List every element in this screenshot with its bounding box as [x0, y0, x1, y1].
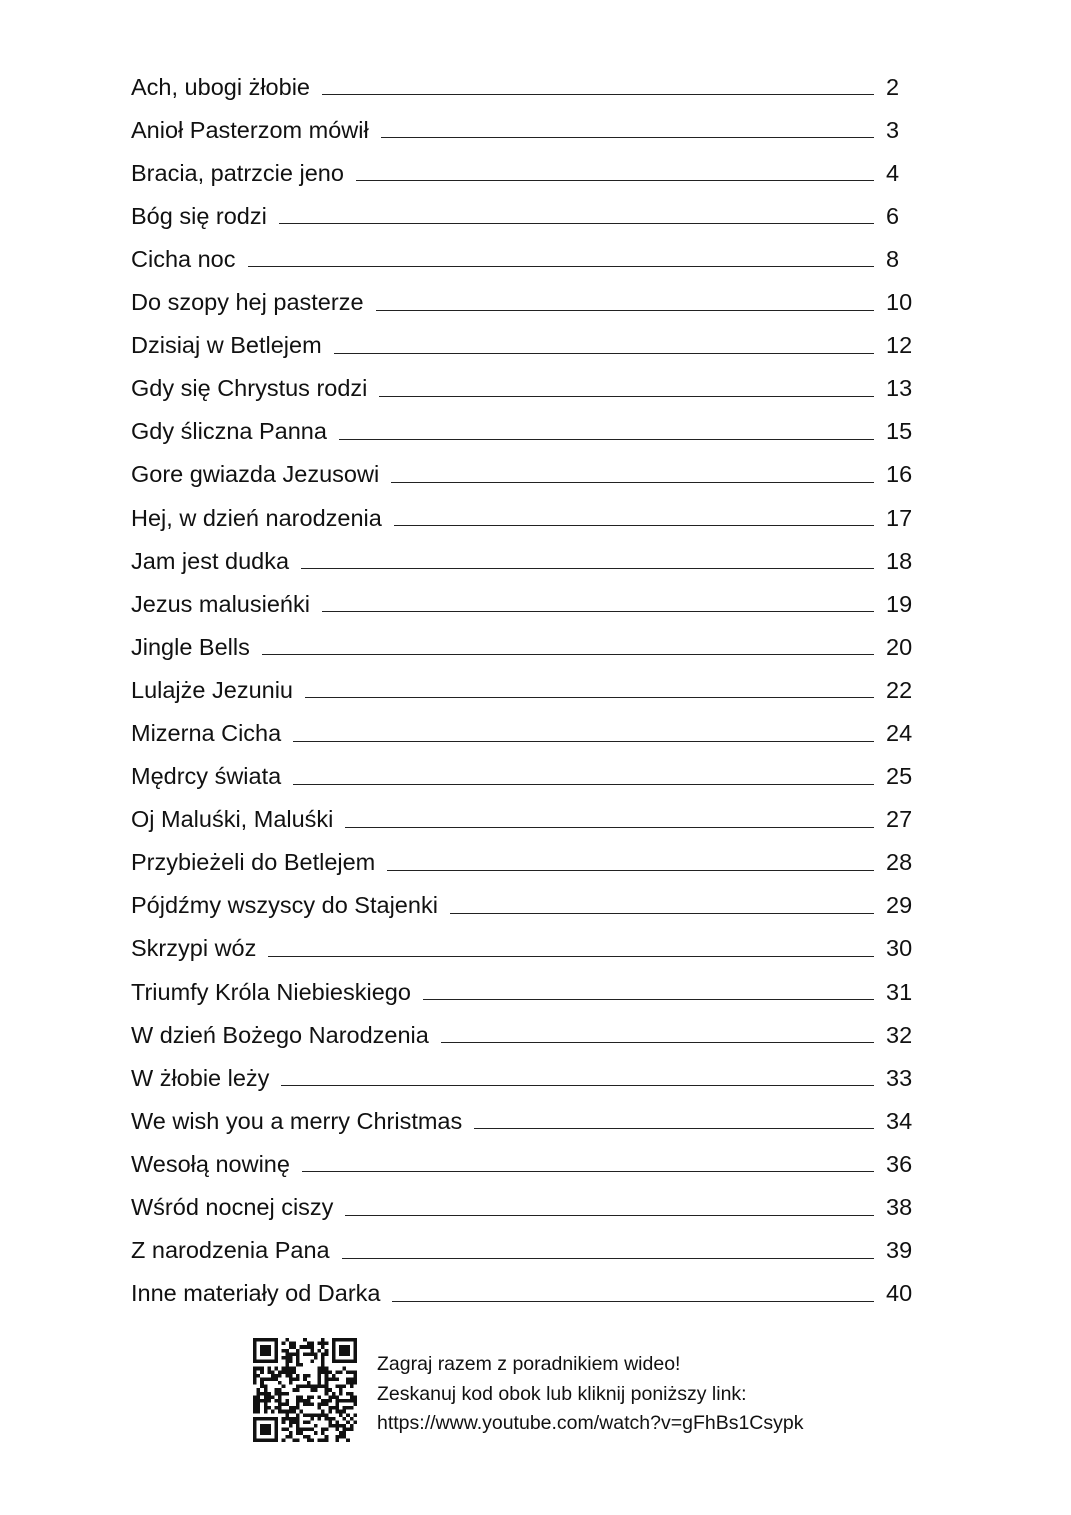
toc-entry-page: 16 [886, 461, 913, 488]
toc-entry[interactable] [131, 536, 916, 579]
toc-leader-line [302, 1171, 874, 1172]
toc-leader-line [279, 223, 874, 224]
toc-entry-title: Wśród nocnej ciszy [131, 1194, 334, 1221]
toc-entry[interactable] [131, 881, 916, 924]
toc-entry-title: Jam jest dudka [131, 547, 290, 574]
toc-entry-page: 25 [886, 763, 913, 790]
toc-entry[interactable] [131, 62, 916, 105]
toc-leader-line [394, 525, 874, 526]
toc-entry-title: Gore gwiazda Jezusowi [131, 461, 380, 488]
toc-leader-line [268, 956, 874, 957]
toc-entry-page: 17 [886, 504, 913, 531]
toc-entry-page: 22 [886, 676, 913, 703]
toc-entry[interactable] [131, 1010, 916, 1053]
toc-entry-page: 3 [886, 116, 900, 143]
video-promo [377, 1350, 804, 1439]
toc-entry-page: 18 [886, 547, 913, 574]
toc-entry[interactable] [131, 1096, 916, 1139]
table-of-contents [131, 62, 916, 1312]
toc-leader-line [339, 439, 874, 440]
toc-leader-line [392, 1301, 874, 1302]
toc-leader-line [301, 568, 874, 569]
toc-entry-title: W dzień Bożego Narodzenia [131, 1021, 429, 1048]
toc-entry[interactable] [131, 967, 916, 1010]
toc-entry-title: We wish you a merry Christmas [131, 1107, 463, 1134]
toc-entry[interactable] [131, 493, 916, 536]
toc-leader-line [345, 827, 874, 828]
toc-entry-title: Przybieżeli do Betlejem [131, 849, 376, 876]
toc-leader-line [381, 137, 874, 138]
toc-entry-page: 28 [886, 849, 913, 876]
toc-leader-line [423, 999, 874, 1000]
toc-leader-line [387, 870, 874, 871]
toc-entry-page: 32 [886, 1021, 913, 1048]
toc-entry-title: Cicha noc [131, 245, 236, 272]
toc-entry[interactable] [131, 1139, 916, 1182]
toc-leader-line [391, 482, 874, 483]
toc-entry-title: Ach, ubogi żłobie [131, 73, 310, 100]
toc-entry[interactable] [131, 407, 916, 450]
toc-leader-line [441, 1042, 874, 1043]
toc-entry-title: Bóg się rodzi [131, 202, 267, 229]
toc-entry-title: Jezus malusieńki [131, 590, 310, 617]
toc-entry-page: 20 [886, 633, 913, 660]
toc-entry-title: Gdy śliczna Panna [131, 418, 327, 445]
toc-leader-line [379, 396, 874, 397]
toc-entry-page: 33 [886, 1064, 913, 1091]
toc-entry[interactable] [131, 1226, 916, 1269]
toc-entry-page: 8 [886, 245, 900, 272]
toc-entry[interactable] [131, 148, 916, 191]
toc-entry-page: 34 [886, 1107, 913, 1134]
toc-entry-title: Pójdźmy wszyscy do Stajenki [131, 892, 438, 919]
toc-leader-line [293, 784, 874, 785]
toc-entry-page: 4 [886, 159, 900, 186]
video-link[interactable]: https://www.youtube.com/watch?v=gFhBs1Csypk [377, 1412, 804, 1434]
toc-entry-page: 39 [886, 1237, 913, 1264]
toc-entry[interactable] [131, 924, 916, 967]
toc-entry-page: 27 [886, 806, 913, 833]
toc-entry-title: Hej, w dzień narodzenia [131, 504, 382, 531]
toc-entry[interactable] [131, 1182, 916, 1225]
toc-entry-page: 13 [886, 375, 913, 402]
toc-entry[interactable] [131, 665, 916, 708]
toc-entry-title: Oj Maluśki, Maluśki [131, 806, 334, 833]
toc-leader-line [474, 1128, 874, 1129]
toc-entry[interactable] [131, 622, 916, 665]
toc-leader-line [281, 1085, 874, 1086]
toc-leader-line [322, 611, 874, 612]
toc-entry-title: Anioł Pasterzom mówił [131, 116, 369, 143]
toc-leader-line [342, 1258, 874, 1259]
toc-entry[interactable] [131, 752, 916, 795]
toc-entry[interactable] [131, 191, 916, 234]
toc-entry-title: Jingle Bells [131, 633, 250, 660]
toc-entry-page: 38 [886, 1194, 913, 1221]
toc-leader-line [305, 697, 874, 698]
toc-entry-title: Mizerna Cicha [131, 720, 282, 746]
toc-entry-page: 6 [886, 202, 900, 229]
toc-leader-line [376, 310, 874, 311]
toc-leader-line [322, 94, 874, 95]
toc-entry-page: 31 [886, 978, 913, 1005]
promo-heading: Zagraj razem z poradnikiem wideo! [377, 1353, 681, 1375]
toc-entry-page: 2 [886, 73, 900, 100]
toc-leader-line [262, 654, 874, 655]
toc-leader-line [248, 266, 875, 267]
toc-entry-page: 15 [886, 418, 913, 445]
toc-entry-page: 12 [886, 332, 913, 359]
toc-leader-line [450, 913, 874, 914]
toc-entry[interactable] [131, 1269, 916, 1312]
toc-entry[interactable] [131, 277, 916, 320]
toc-entry[interactable] [131, 795, 916, 838]
toc-leader-line [293, 741, 874, 742]
toc-entry[interactable] [131, 234, 916, 277]
toc-entry-title: Do szopy hej pasterze [131, 289, 364, 316]
toc-entry-page: 30 [886, 935, 913, 962]
toc-entry-page: 10 [886, 289, 913, 316]
toc-entry-title: Bracia, patrzcie jeno [131, 159, 344, 186]
toc-entry[interactable] [131, 321, 916, 364]
toc-entry[interactable] [131, 364, 916, 407]
toc-entry[interactable] [131, 838, 916, 881]
toc-entry-page: 24 [886, 720, 913, 746]
toc-entry[interactable] [131, 1053, 916, 1096]
toc-entry[interactable] [131, 579, 916, 622]
toc-entry-title: Triumfy Króla Niebieskiego [131, 978, 411, 1005]
toc-entry-title: Wesołą nowinę [131, 1150, 290, 1177]
toc-leader-line [334, 353, 874, 354]
toc-entry[interactable] [131, 708, 916, 751]
toc-entry-title: W żłobie leży [131, 1064, 270, 1091]
qr-code-icon[interactable] [253, 1338, 357, 1442]
toc-entry-title: Skrzypi wóz [131, 935, 257, 962]
toc-entry-title: Dzisiaj w Betlejem [131, 332, 322, 359]
toc-entry-page: 19 [886, 590, 913, 617]
promo-instruction: Zeskanuj kod obok lub kliknij poniższy link: [377, 1382, 747, 1405]
toc-entry-page: 40 [886, 1280, 913, 1307]
toc-entry-page: 29 [886, 892, 913, 919]
toc-entry-title: Lulajże Jezuniu [131, 676, 293, 703]
toc-entry-page: 36 [886, 1150, 913, 1177]
toc-leader-line [345, 1215, 874, 1216]
toc-entry-title: Inne materiały od Darka [131, 1280, 381, 1307]
toc-entry[interactable] [131, 105, 916, 148]
toc-entry[interactable] [131, 450, 916, 493]
toc-entry-title: Mędrcy świata [131, 763, 282, 790]
toc-leader-line [356, 180, 874, 181]
toc-entry-title: Z narodzenia Pana [131, 1237, 330, 1264]
toc-entry-title: Gdy się Chrystus rodzi [131, 375, 368, 402]
